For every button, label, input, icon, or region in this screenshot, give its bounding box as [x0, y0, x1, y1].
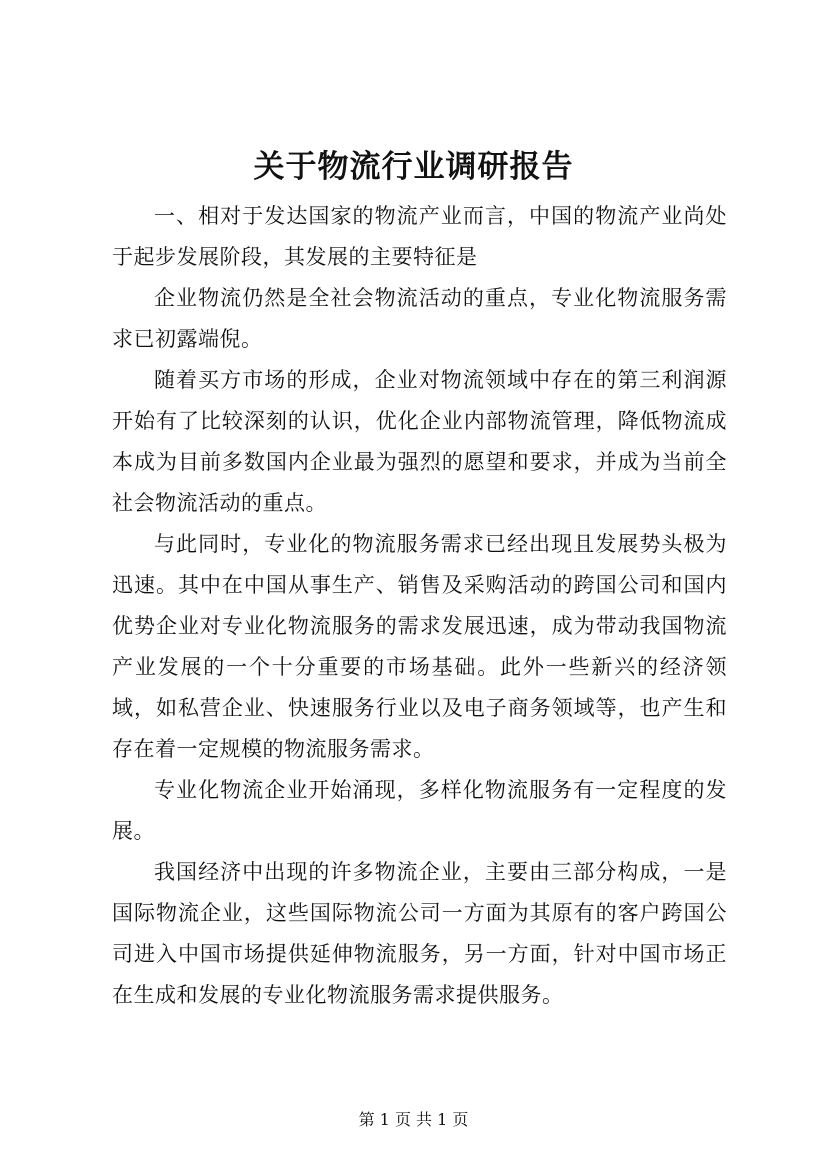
paragraph-4: 与此同时，专业化的物流服务需求已经出现且发展势头极为迅速。其中在中国从事生产、销售及采购活动的跨国公司和国内优势企业对专业化物流服务的需求发展迅速，成为带动我国物流产业发展的一个十分重要的市场基础。此外一些新兴的经济领域，如私营企业、快速服务行业以及电子商务领域等，也产生和存在着一定规模的物流服务需求。 — [112, 532, 727, 761]
paragraph-5: 专业化物流企业开始涌现，多样化物流服务有一定程度的发展。 — [112, 778, 727, 843]
paragraph-2: 企业物流仍然是全社会物流活动的重点，专业化物流服务需求已初露端倪。 — [112, 286, 727, 351]
document-title: 关于物流行业调研报告 — [253, 149, 574, 185]
paragraph-6: 我国经济中出现的许多物流企业，主要由三部分构成，一是国际物流企业，这些国际物流公司一方面为其原有的客户跨国公司进入中国市场提供延伸物流服务，另一方面，针对中国市场正在生成和发展的专业化物流服务需求提供服务。 — [112, 860, 727, 1007]
page-footer: 第 1 页 共 1 页 — [358, 1110, 469, 1129]
document-body — [112, 196, 727, 1016]
paragraph-1: 一、相对于发达国家的物流产业而言，中国的物流产业尚处于起步发展阶段，其发展的主要特征是 — [112, 204, 727, 269]
paragraph-3: 随着买方市场的形成，企业对物流领域中存在的第三利润源开始有了比较深刻的认识，优化企业内部物流管理，降低物流成本成为目前多数国内企业最为强烈的愿望和要求，并成为当前全社会物流活动的重点。 — [112, 368, 727, 515]
